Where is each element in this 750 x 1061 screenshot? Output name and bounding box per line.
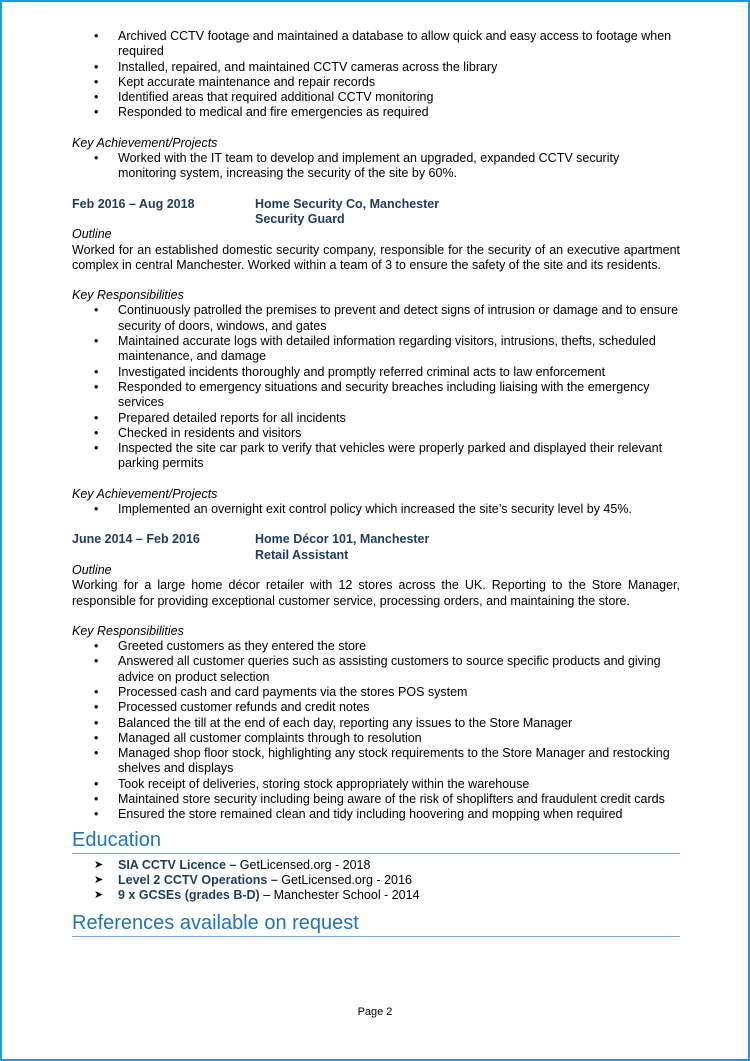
list-item: • Processed cash and card payments via the stores POS system	[72, 685, 680, 700]
list-item: • Investigated incidents thoroughly and promptly referred criminal acts to law enforcement	[72, 365, 680, 380]
arrow-bullet-icon: ➤	[94, 873, 104, 886]
list-item: • Kept accurate maintenance and repair records	[72, 75, 680, 90]
job-entry-retail-assistant	[72, 532, 680, 822]
list-item: • Greeted customers as they entered the store	[72, 639, 680, 654]
page-number: Page 2	[357, 1006, 393, 1018]
education-list	[72, 858, 680, 904]
education-heading: Education	[72, 828, 680, 854]
job-title: Security Guard	[255, 211, 345, 226]
achievements-label: Key Achievement/Projects	[72, 135, 218, 150]
list-item: • Ensured the store remained clean and tidy including hoovering and mopping when required	[72, 807, 680, 822]
achievements-list	[72, 502, 680, 517]
list-item: • Maintained accurate logs with detailed information regarding visitors, intrusions, thefts, scheduled maintenance, and damage	[72, 334, 680, 365]
responsibilities-list	[72, 639, 680, 823]
list-item: • Balanced the till at the end of each day, reporting any issues to the Store Manager	[72, 716, 680, 731]
arrow-bullet-icon: ➤	[94, 858, 104, 871]
list-item: • Managed all customer complaints through to resolution	[72, 731, 680, 746]
references-section	[72, 911, 680, 937]
qualification-name: SIA CCTV Licence –	[118, 857, 237, 872]
list-item: • Checked in residents and visitors	[72, 426, 680, 441]
previous-role-achievements	[72, 151, 680, 182]
education-item	[72, 888, 680, 903]
education-item	[72, 858, 680, 873]
qualification-detail: – Manchester School - 2014	[259, 888, 420, 903]
list-item: • Installed, repaired, and maintained CCTV cameras across the library	[72, 60, 680, 75]
arrow-bullet-icon: ➤	[94, 889, 104, 902]
list-item: • Identified areas that required additional CCTV monitoring	[72, 90, 680, 105]
outline-label: Outline	[72, 562, 112, 577]
job-entry-security-guard	[72, 197, 680, 518]
list-item: • Maintained store security including being aware of the risk of shoplifters and fraudulent credit cards	[72, 792, 680, 807]
references-heading: References available on request	[72, 911, 680, 937]
list-item: • Prepared detailed reports for all incidents	[72, 411, 680, 426]
list-item: • Archived CCTV footage and maintained a database to allow quick and easy access to footage when required	[72, 29, 680, 60]
education-item	[72, 873, 680, 888]
list-item: • Inspected the site car park to verify that vehicles were properly parked and displayed their relevant parking permits	[72, 441, 680, 472]
list-item: • Answered all customer queries such as assisting customers to source specific products and giving advice on product selection	[72, 654, 680, 685]
list-item: • Worked with the IT team to develop and implement an upgraded, expanded CCTV security monitoring system, increasing the security of the site by 60%.	[72, 151, 680, 182]
job-title: Retail Assistant	[255, 547, 349, 562]
outline-text: Working for a large home décor retailer with 12 stores across the UK. Reporting to the Store Manager, responsible for providing exceptional customer service, processing orders, and maintaining the store.	[72, 578, 680, 608]
qualification-detail: GetLicensed.org - 2016	[277, 872, 412, 887]
job-company: Home Security Co, Manchester	[255, 196, 440, 211]
education-section	[72, 828, 680, 904]
list-item: • Processed customer refunds and credit notes	[72, 700, 680, 715]
responsibilities-label: Key Responsibilities	[72, 623, 184, 638]
achievements-label: Key Achievement/Projects	[72, 486, 218, 501]
list-item: • Responded to emergency situations and security breaches including liaising with the emergency services	[72, 380, 680, 411]
responsibilities-label: Key Responsibilities	[72, 288, 184, 303]
qualification-name: 9 x GCSEs (grades B-D)	[118, 888, 260, 903]
previous-role-bullets	[72, 29, 680, 121]
outline-text: Worked for an established domestic security company, responsible for the security of an executive apartment complex in central Manchester. Worked within a team of 3 to ensure the safety of the site and its residents.	[72, 242, 680, 272]
job-company: Home Décor 101, Manchester	[255, 532, 430, 547]
qualification-detail: GetLicensed.org - 2018	[236, 857, 371, 872]
list-item: • Implemented an overnight exit control policy which increased the site’s security level by 45%.	[72, 502, 680, 517]
outline-label: Outline	[72, 227, 112, 242]
qualification-name: Level 2 CCTV Operations –	[118, 872, 278, 887]
list-item: • Responded to medical and fire emergencies as required	[72, 105, 680, 120]
responsibilities-list	[72, 303, 680, 471]
list-item: • Continuously patrolled the premises to prevent and detect signs of intrusion or damage and to ensure security of doors, windows, and gates	[72, 303, 680, 334]
list-item: • Managed shop floor stock, highlighting any stock requirements to the Store Manager and restocking shelves and displays	[72, 746, 680, 777]
job-dates: June 2014 – Feb 2016	[72, 532, 200, 547]
list-item: • Took receipt of deliveries, storing stock appropriately within the warehouse	[72, 777, 680, 792]
job-header	[72, 532, 680, 563]
job-dates: Feb 2016 – Aug 2018	[72, 196, 195, 211]
job-header	[72, 197, 680, 228]
